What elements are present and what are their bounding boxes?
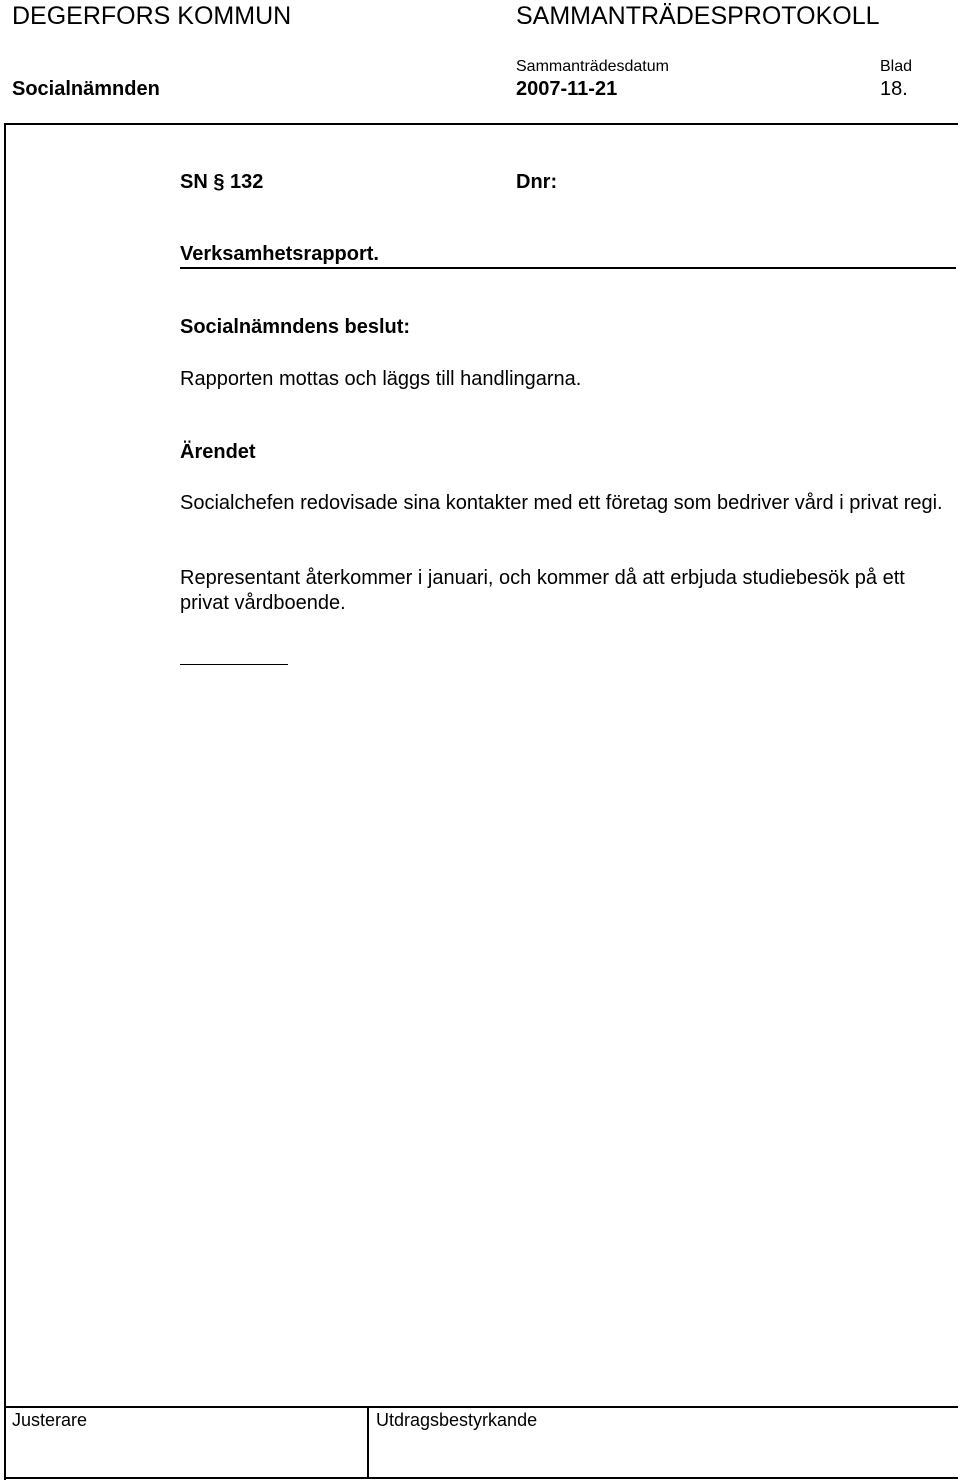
subject-divider	[180, 267, 956, 269]
case-subject: Verksamhetsrapport.	[180, 243, 379, 265]
dnr-label: Dnr:	[516, 171, 558, 193]
decision-heading: Socialnämndens beslut:	[180, 316, 411, 338]
document-type: SAMMANTRÄDESPROTOKOLL	[516, 2, 880, 30]
meeting-date: 2007-11-21	[516, 78, 618, 100]
case-number: SN § 132	[180, 171, 264, 193]
adjuster-label: Justerare	[12, 1410, 88, 1430]
organization-name: DEGERFORS KOMMUN	[12, 2, 292, 30]
matter-paragraph-2: Representant återkommer i januari, och kommer då att erbjuda studiebesök på ett privat vårdboende.	[180, 567, 905, 614]
matter-paragraph-1: Socialchefen redovisade sina kontakter med ett företag som bedriver vård i privat regi.	[180, 492, 943, 514]
protocol-frame	[4, 123, 958, 1480]
matter-heading: Ärendet	[180, 441, 256, 463]
department-name: Socialnämnden	[12, 78, 160, 100]
sheet-label: Blad	[880, 58, 913, 75]
meeting-date-label: Sammanträdesdatum	[516, 58, 669, 75]
footer-top-border	[4, 1406, 958, 1408]
end-of-section-rule	[180, 664, 288, 665]
sheet-number: 18.	[880, 78, 908, 100]
footer-divider	[367, 1406, 369, 1479]
extract-certification-label: Utdragsbestyrkande	[376, 1410, 538, 1430]
footer-bottom-border	[4, 1477, 958, 1479]
decision-text: Rapporten mottas och läggs till handlingarna.	[180, 368, 582, 390]
